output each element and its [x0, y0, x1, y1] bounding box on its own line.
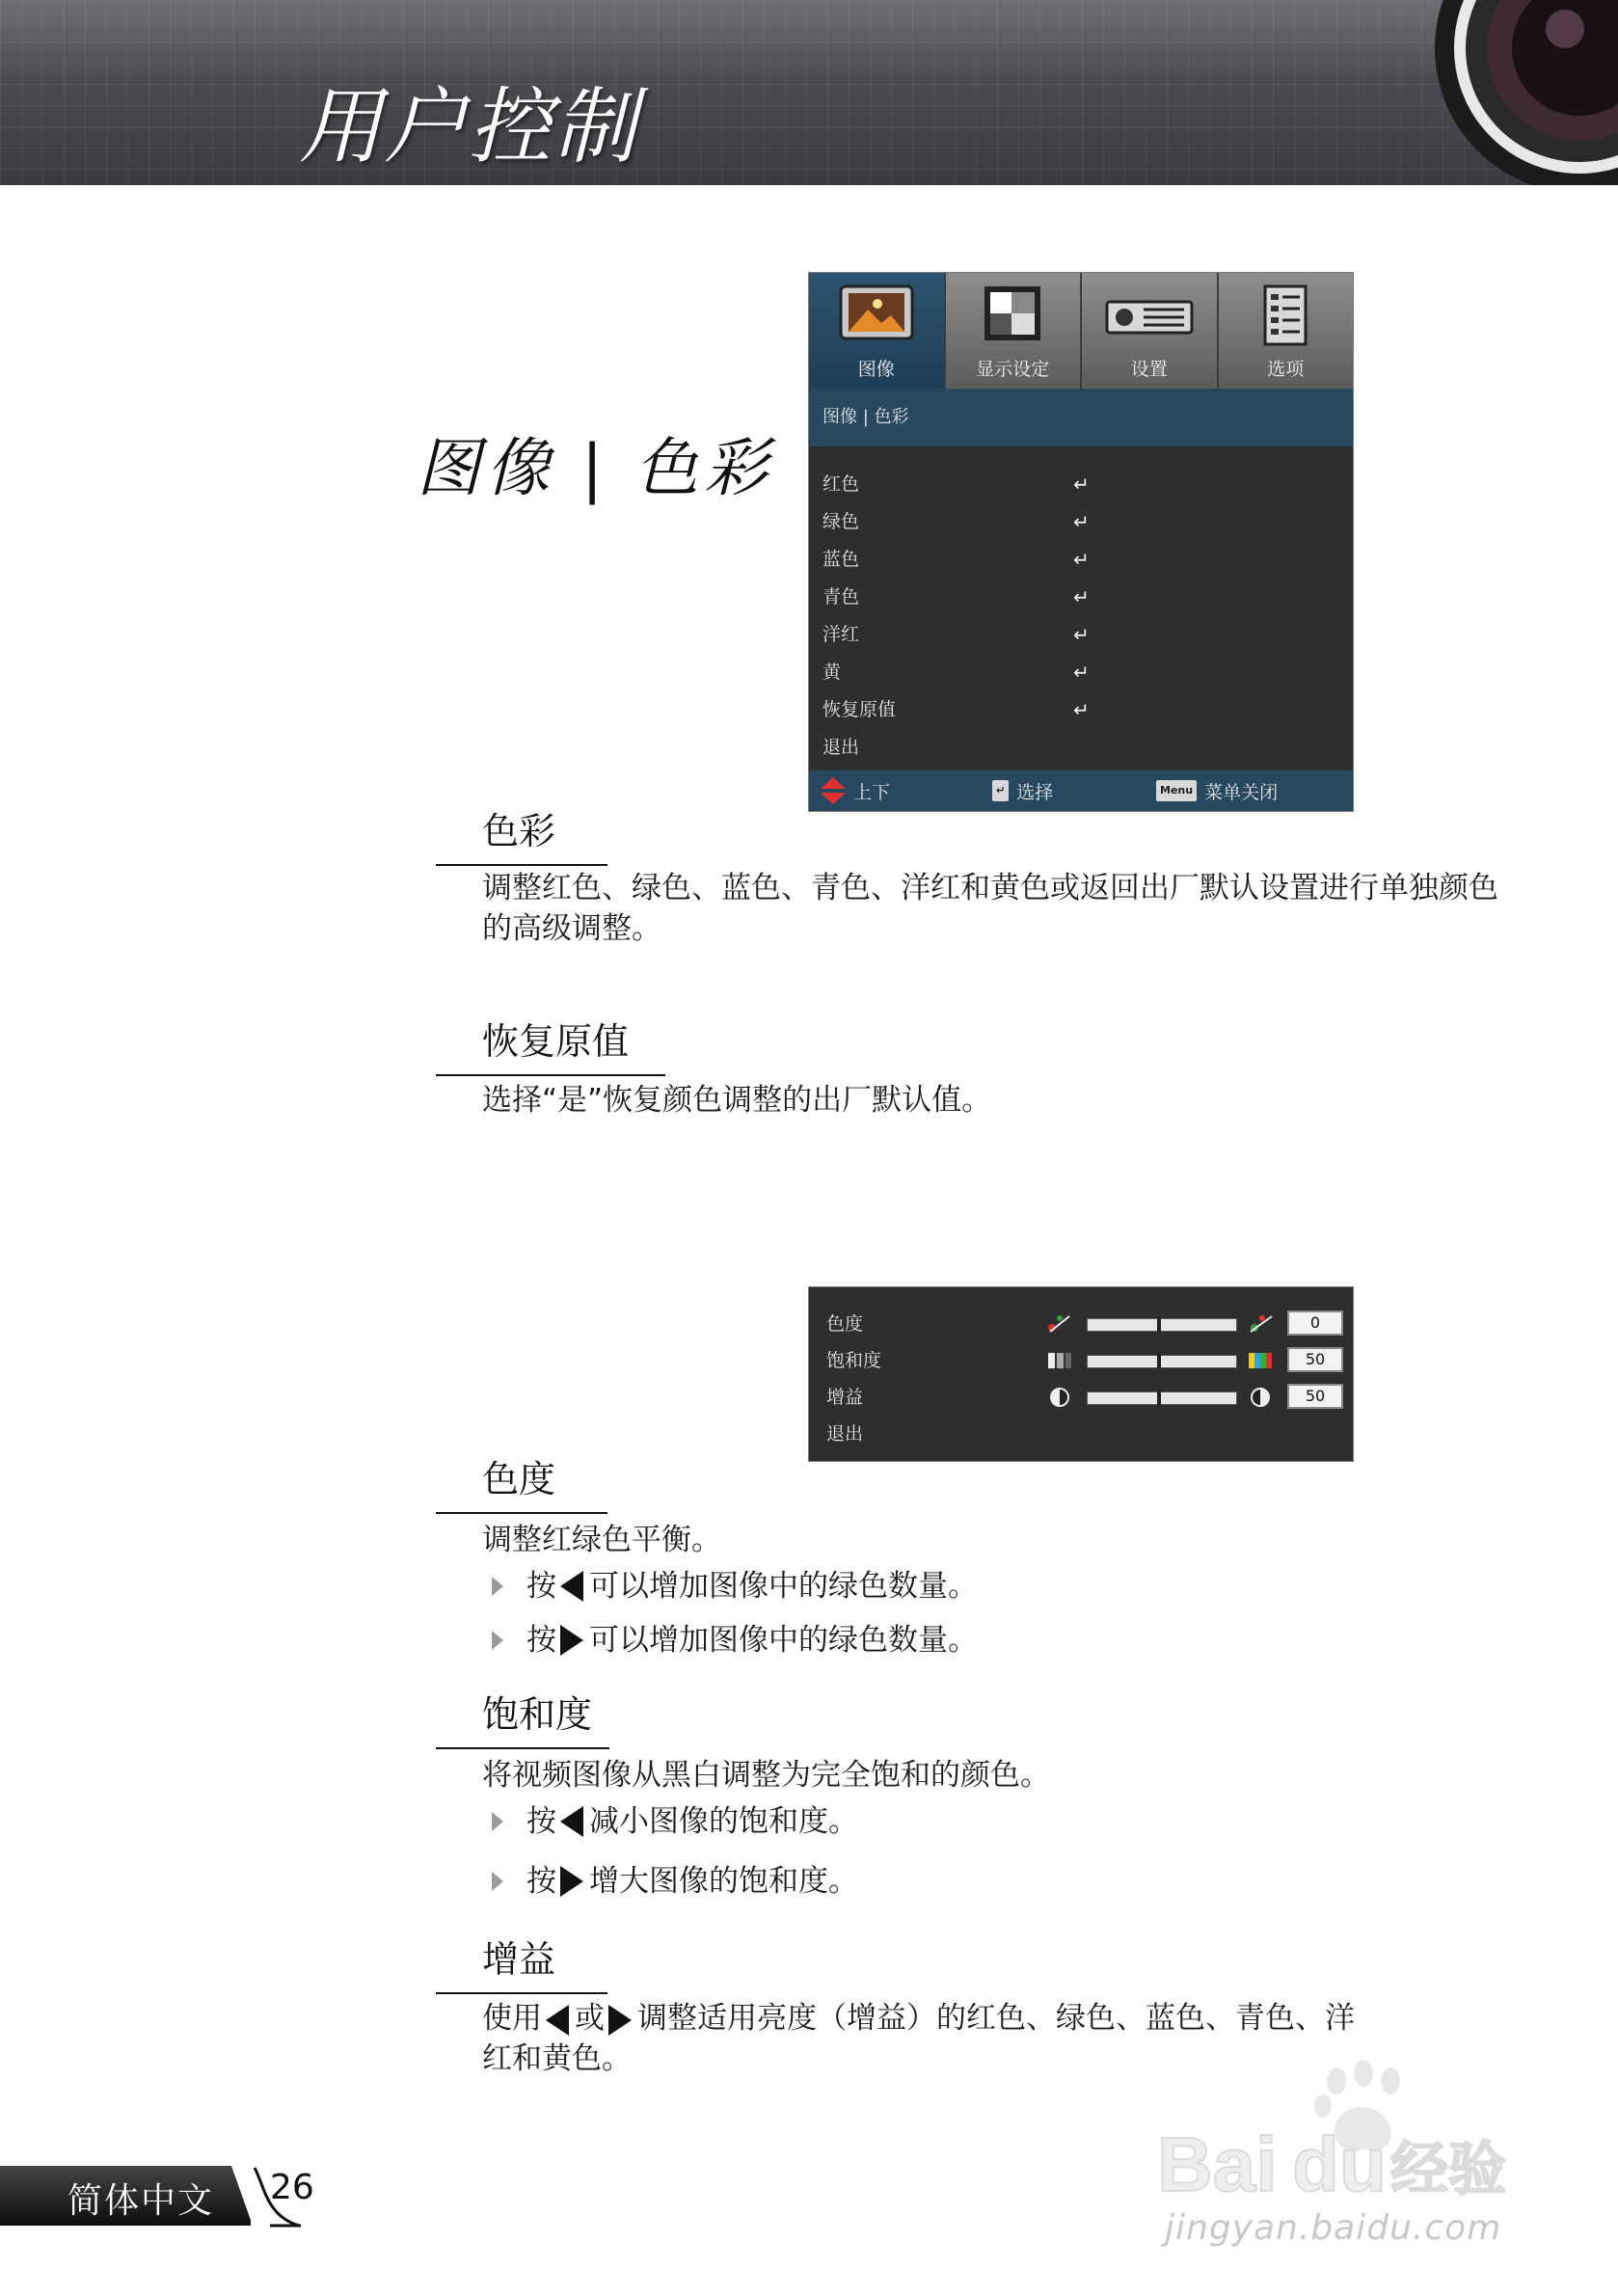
adjust-label: 色度 [826, 1313, 864, 1335]
svg-text:经验: 经验 [1390, 2136, 1506, 2203]
tab-setup[interactable] [1082, 273, 1219, 389]
footer-updown [809, 777, 992, 804]
page-number: 26 [270, 2168, 314, 2207]
section-body: 选择“是”恢复颜色调整的出厂默认值。 [482, 1083, 992, 1118]
gain-high-icon [1247, 1386, 1276, 1409]
left-arrow-icon [560, 1806, 583, 1837]
tint-left-icon [1046, 1312, 1073, 1336]
osd-item-label: 绿色 [822, 511, 860, 532]
slider-knob[interactable] [1157, 1316, 1161, 1332]
tab-label: 设置 [1130, 359, 1168, 380]
right-arrow-icon [560, 1625, 583, 1656]
bullet-text: 按 [526, 1864, 556, 1899]
bullet-text: 按 [526, 1623, 556, 1658]
tab-label: 选项 [1267, 359, 1305, 380]
section-body: 将视频图像从黑白调整为完全饱和的颜色。 [482, 1758, 1050, 1793]
osd-item-label: 黄 [822, 662, 842, 683]
bullet-arrow-icon [492, 1577, 503, 1596]
bullet-text: 增大图像的饱和度。 [589, 1864, 858, 1899]
section-heading: 增益 [436, 1934, 607, 1994]
bullet-item [492, 1801, 858, 1842]
bullet-item [492, 1566, 978, 1607]
osd-item-cyan[interactable] [822, 579, 1343, 616]
saturation-low-icon [1046, 1349, 1073, 1372]
right-arrow-icon [560, 1866, 583, 1897]
watermark-url: jingyan.baidu.com [1165, 2208, 1502, 2248]
enter-icon: ↵ [1073, 585, 1090, 608]
slider-knob[interactable] [1157, 1353, 1161, 1368]
osd-color-menu [808, 272, 1354, 812]
slider-knob[interactable] [1157, 1390, 1161, 1405]
saturation-slider[interactable] [1087, 1355, 1237, 1368]
tab-label: 图像 [857, 359, 895, 380]
adjust-row-exit[interactable] [826, 1417, 1347, 1451]
bullet-arrow-icon [492, 1872, 503, 1891]
enter-icon: ↵ [1073, 623, 1090, 646]
osd-item-label: 蓝色 [822, 549, 860, 570]
adjust-label: 退出 [826, 1423, 864, 1445]
footer-select-label: 选择 [1016, 781, 1054, 803]
adjust-row-tint[interactable] [826, 1307, 1347, 1341]
tab-options[interactable] [1219, 273, 1354, 389]
header-title: 用户控制 [299, 79, 638, 176]
footer-language: 简体中文 [67, 2181, 215, 2221]
projector-icon [1103, 284, 1196, 349]
section-body: 调整红色、绿色、蓝色、青色、洋红和黄色或返回出厂默认设置进行单独颜色的高级调整。 [482, 871, 1498, 946]
footer-select [992, 778, 1156, 804]
tint-slider[interactable] [1087, 1318, 1237, 1332]
gain-slider[interactable] [1087, 1391, 1237, 1405]
gain-low-icon [1046, 1386, 1073, 1409]
osd-item-yellow[interactable] [822, 654, 1343, 691]
projector-lens-image [1387, 0, 1618, 185]
bullet-arrow-icon [492, 1812, 503, 1831]
section-heading: 色度 [436, 1454, 607, 1514]
section-body: 调整红绿色平衡。 [482, 1523, 721, 1557]
options-icon [1261, 284, 1309, 353]
footer-menu-close [1156, 778, 1278, 804]
enter-key-icon: ↵ [992, 780, 1009, 801]
body-text-part: 使用 [482, 2001, 542, 2036]
enter-icon: ↵ [1073, 473, 1090, 496]
tab-picture[interactable] [809, 273, 946, 389]
saturation-value: 50 [1287, 1347, 1343, 1372]
adjust-label: 饱和度 [826, 1350, 882, 1371]
osd-tabs [809, 273, 1353, 389]
tab-display-settings[interactable] [946, 273, 1083, 389]
adjust-label: 增益 [826, 1387, 864, 1408]
footer-updown-label: 上下 [853, 781, 891, 803]
display-icon [983, 284, 1042, 349]
page-header [0, 0, 1618, 185]
enter-icon: ↵ [1073, 548, 1090, 571]
footer-menu-close-label: 菜单关闭 [1204, 781, 1279, 803]
bullet-text: 按 [526, 1569, 556, 1604]
osd-item-green[interactable] [822, 503, 1343, 541]
up-down-arrow-icon [821, 777, 846, 804]
picture-icon [839, 284, 914, 349]
enter-icon: ↵ [1073, 510, 1090, 533]
left-arrow-icon [560, 1571, 583, 1602]
bullet-text: 可以增加图像中的绿色数量。 [589, 1623, 978, 1658]
osd-item-magenta[interactable] [822, 616, 1343, 654]
adjust-row-saturation[interactable] [826, 1343, 1347, 1378]
bullet-item [492, 1861, 858, 1902]
osd-item-red[interactable] [822, 466, 1343, 503]
svg-text:Bai: Bai [1157, 2121, 1278, 2207]
section-heading: 色彩 [436, 806, 607, 866]
osd-footer [809, 770, 1353, 811]
right-arrow-icon [608, 2005, 632, 2036]
osd-item-exit[interactable] [822, 729, 1343, 767]
osd-item-label: 洋红 [822, 624, 860, 645]
tint-right-icon [1247, 1312, 1276, 1336]
bullet-text: 按 [526, 1804, 556, 1839]
enter-icon: ↵ [1073, 661, 1090, 684]
bullet-arrow-icon [492, 1631, 503, 1650]
gain-value: 50 [1287, 1384, 1343, 1409]
osd-item-reset[interactable] [822, 691, 1343, 729]
osd-adjust-panel [808, 1286, 1354, 1462]
saturation-high-icon [1247, 1349, 1276, 1372]
osd-item-label: 红色 [822, 473, 860, 495]
section-heading: 饱和度 [436, 1689, 609, 1749]
bullet-text: 减小图像的饱和度。 [589, 1804, 858, 1839]
osd-breadcrumb: 图像 | 色彩 [809, 389, 1353, 446]
osd-item-label: 青色 [822, 586, 860, 608]
osd-item-label: 恢复原值 [822, 699, 897, 720]
osd-item-list [822, 466, 1343, 767]
tint-value: 0 [1287, 1310, 1343, 1336]
body-text-part: 或 [575, 2001, 605, 2036]
menu-key-icon: Menu [1156, 780, 1197, 801]
osd-item-label: 退出 [822, 737, 860, 758]
section-heading: 恢复原值 [436, 1016, 665, 1076]
osd-item-blue[interactable] [822, 541, 1343, 579]
adjust-row-gain[interactable] [826, 1380, 1347, 1415]
left-arrow-icon [546, 2005, 569, 2036]
tab-label: 显示设定 [976, 359, 1050, 380]
enter-icon: ↵ [1073, 698, 1090, 721]
body-text-part: 调整适用亮度（增益）的红色、绿色、蓝色、青色、洋 [637, 2001, 1355, 2036]
bullet-item [492, 1620, 978, 1661]
svg-text:du: du [1292, 2121, 1387, 2207]
section-title: 图像 | 色彩 [417, 431, 774, 505]
bullet-text: 可以增加图像中的绿色数量。 [589, 1569, 978, 1604]
body-text-part: 红和黄色。 [482, 2041, 632, 2076]
